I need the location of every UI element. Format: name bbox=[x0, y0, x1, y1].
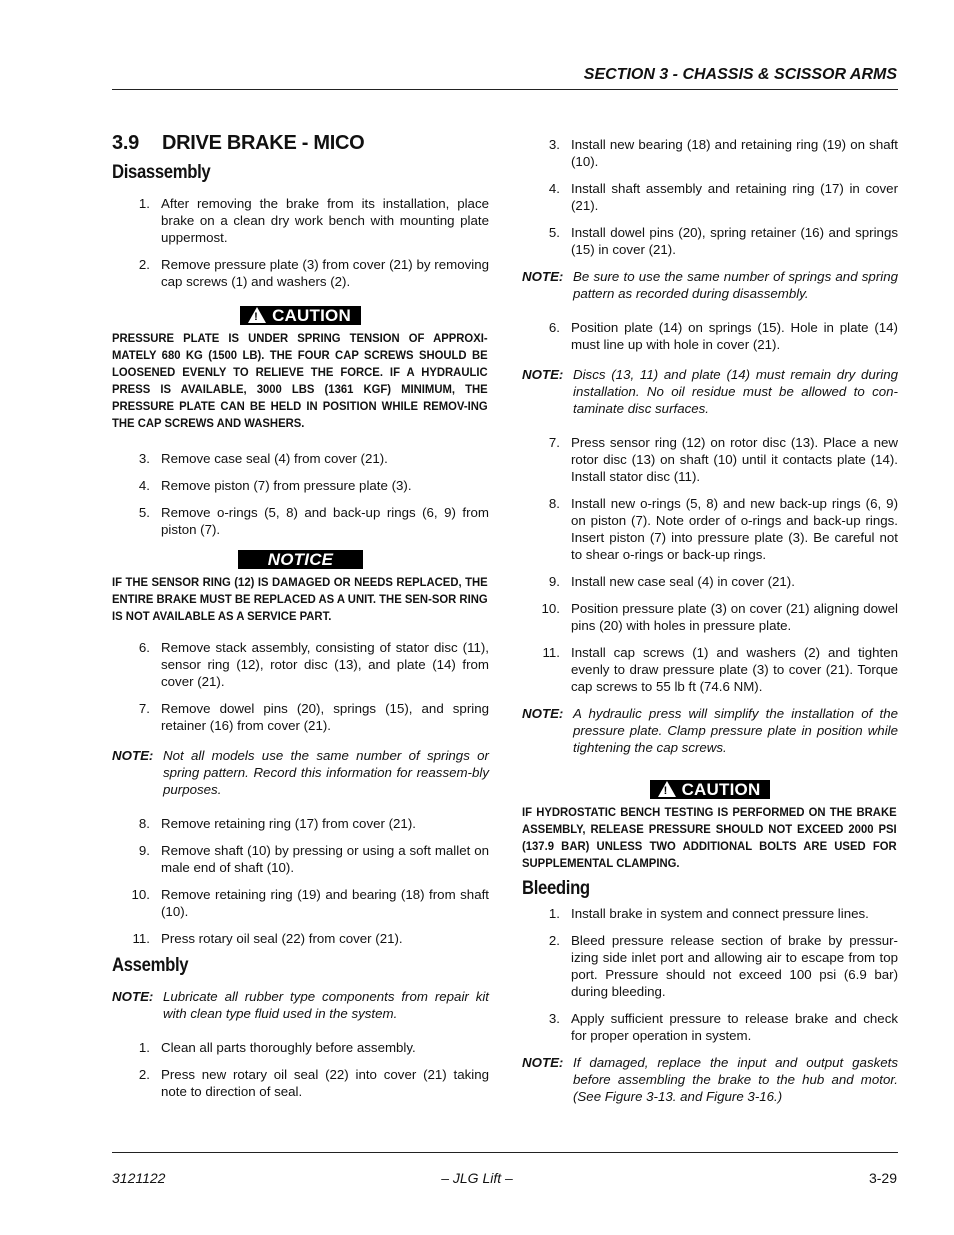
step-number: 4. bbox=[548, 181, 560, 196]
note bbox=[522, 268, 898, 302]
step-number: 6. bbox=[138, 640, 150, 655]
step-text: Install new bearing (18) and retaining ring (19) on shaft (10). bbox=[571, 137, 898, 169]
step-text: Install shaft assembly and retaining ring (17) in cover (21). bbox=[571, 181, 898, 213]
notice-label-wrap bbox=[112, 550, 489, 569]
section-number: 3.9 bbox=[112, 132, 139, 154]
list-item bbox=[112, 842, 489, 876]
note-text: Lubricate all rubber type components from repair kit with clean type fluid used in the system. bbox=[163, 989, 489, 1021]
step-text: Clean all parts thoroughly before assembly. bbox=[161, 1040, 416, 1055]
left-column bbox=[112, 130, 489, 1110]
note-text: Discs (13, 11) and plate (14) must remain dry during installation. No oil residue must be allowed to con-taminate disc surfaces. bbox=[573, 367, 898, 416]
step-number: 2. bbox=[138, 257, 150, 272]
list-item bbox=[112, 886, 489, 920]
step-number: 7. bbox=[548, 435, 560, 450]
step-number: 3. bbox=[548, 137, 560, 152]
list-item bbox=[112, 256, 489, 290]
list-item bbox=[112, 504, 489, 538]
step-number: 9. bbox=[138, 843, 150, 858]
step-number: 8. bbox=[548, 496, 560, 511]
step-text: Remove dowel pins (20), springs (15), and spring retainer (16) from cover (21). bbox=[161, 701, 489, 733]
step-text: Press rotary oil seal (22) from cover (21). bbox=[161, 931, 403, 946]
list-item bbox=[522, 573, 898, 590]
caution-text: IF HYDROSTATIC BENCH TESTING IS PERFORMED ON THE BRAKE ASSEMBLY, RELEASE PRESSURE SHOULD NOT EXCEED 2000 PSI (137.9 BAR) UNLESS TWO ADDITIONAL BOLTS ARE USED FOR SUPPLEMENTAL CLAMPING. bbox=[522, 805, 897, 870]
list-item bbox=[522, 136, 898, 170]
list-item bbox=[522, 644, 898, 695]
document-number: 3121122 bbox=[112, 1170, 166, 1186]
caution-badge bbox=[240, 306, 361, 325]
list-item bbox=[522, 495, 898, 563]
bleeding-heading: Bleeding bbox=[522, 878, 590, 899]
step-number: 5. bbox=[138, 505, 150, 520]
note-label: NOTE: bbox=[522, 1055, 564, 1070]
list-item bbox=[112, 1066, 489, 1100]
list-item bbox=[112, 195, 489, 246]
note-label: NOTE: bbox=[112, 748, 154, 763]
list-item bbox=[522, 905, 898, 922]
list-item bbox=[112, 815, 489, 832]
notice-badge: NOTICE bbox=[238, 550, 363, 569]
page-number: 3-29 bbox=[868, 1170, 897, 1186]
footer-divider bbox=[112, 1152, 898, 1153]
step-text: Remove shaft (10) by pressing or using a soft mallet on male end of shaft (10). bbox=[161, 843, 489, 875]
list-item bbox=[522, 932, 898, 1000]
header-divider bbox=[112, 89, 898, 90]
list-item bbox=[522, 319, 898, 353]
caution-badge bbox=[650, 780, 771, 799]
step-text: Position pressure plate (3) on cover (21) aligning dowel pins (20) with holes in pressure plate. bbox=[571, 601, 898, 633]
caution-label-wrap bbox=[112, 306, 489, 325]
step-text: Remove retaining ring (19) and bearing (18) from shaft (10). bbox=[161, 887, 489, 919]
caution-label: CAUTION bbox=[272, 306, 351, 325]
list-item bbox=[522, 224, 898, 258]
step-number: 10. bbox=[541, 601, 560, 616]
note-text: Be sure to use the same number of springs and spring pattern as recorded during disassembly. bbox=[573, 269, 898, 301]
step-text: Apply sufficient pressure to release brake and check for proper operation in system. bbox=[571, 1011, 898, 1043]
step-number: 1. bbox=[138, 196, 150, 211]
note-text: Not all models use the same number of springs or spring pattern. Record this information for reassem-bly purposes. bbox=[163, 748, 489, 797]
step-text: Press sensor ring (12) on rotor disc (13). Place a new rotor disc (13) on shaft (10) until it contacts plate (14). Install stator disc (11). bbox=[571, 435, 898, 484]
list-item bbox=[522, 434, 898, 485]
list-item bbox=[112, 450, 489, 467]
note bbox=[522, 705, 898, 756]
list-item bbox=[112, 639, 489, 690]
step-text: Remove o-rings (5, 8) and back-up rings (6, 9) from piston (7). bbox=[161, 505, 489, 537]
disassembly-heading: Disassembly bbox=[112, 162, 211, 183]
step-number: 2. bbox=[548, 933, 560, 948]
note bbox=[522, 1054, 898, 1105]
step-number: 1. bbox=[138, 1040, 150, 1055]
step-number: 1. bbox=[548, 906, 560, 921]
section-name: DRIVE BRAKE - MICO bbox=[162, 132, 365, 154]
note-text: A hydraulic press will simplify the installation of the pressure plate. Clamp pressure plate in position while tightening the cap screws. bbox=[573, 706, 898, 755]
caution-label: CAUTION bbox=[681, 780, 761, 799]
step-number: 7. bbox=[138, 701, 150, 716]
step-text: Install dowel pins (20), spring retainer (16) and springs (15) in cover (21). bbox=[571, 225, 898, 257]
warning-triangle-icon bbox=[658, 781, 676, 797]
step-text: After removing the brake from its installation, place brake on a clean dry work bench with mounting plate uppermost. bbox=[161, 196, 489, 245]
note bbox=[112, 988, 489, 1022]
right-column bbox=[522, 136, 898, 1122]
step-text: Remove pressure plate (3) from cover (21) by removing cap screws (1) and washers (2). bbox=[161, 257, 489, 289]
list-item bbox=[112, 1039, 489, 1056]
step-text: Remove piston (7) from pressure plate (3). bbox=[161, 478, 412, 493]
note-label: NOTE: bbox=[522, 269, 564, 284]
publisher: – JLG Lift – bbox=[441, 1170, 513, 1186]
note-text: If damaged, replace the input and output gaskets before assembling the brake to the hub and motor. (See Figure 3-13. and Figure 3-16.) bbox=[573, 1055, 898, 1104]
section-title bbox=[112, 132, 489, 154]
running-header: SECTION 3 - CHASSIS & SCISSOR ARMS bbox=[583, 66, 897, 83]
step-number: 3. bbox=[138, 451, 150, 466]
note bbox=[112, 747, 489, 798]
step-text: Install brake in system and connect pressure lines. bbox=[571, 906, 869, 921]
step-number: 8. bbox=[138, 816, 150, 831]
step-number: 6. bbox=[548, 320, 560, 335]
step-text: Press new rotary oil seal (22) into cover (21) taking note to direction of seal. bbox=[161, 1067, 489, 1099]
note-label: NOTE: bbox=[112, 989, 154, 1004]
step-text: Position plate (14) on springs (15). Hole in plate (14) must line up with hole in cover (21). bbox=[571, 320, 898, 352]
step-number: 11. bbox=[542, 645, 560, 660]
notice-text: IF THE SENSOR RING (12) IS DAMAGED OR NEEDS REPLACED, THE ENTIRE BRAKE MUST BE REPLACED AS A UNIT. THE SEN-SOR RING IS NOT AVAILABLE AS A SERVICE PART. bbox=[112, 575, 488, 623]
caution-label-wrap bbox=[522, 780, 898, 799]
list-item bbox=[522, 180, 898, 214]
assembly-heading: Assembly bbox=[112, 955, 189, 976]
step-text: Remove retaining ring (17) from cover (21). bbox=[161, 816, 416, 831]
note-label: NOTE: bbox=[522, 367, 564, 382]
list-item bbox=[112, 477, 489, 494]
list-item bbox=[522, 1010, 898, 1044]
note bbox=[522, 366, 898, 417]
step-number: 5. bbox=[548, 225, 560, 240]
step-text: Install new case seal (4) in cover (21). bbox=[571, 574, 795, 589]
step-number: 2. bbox=[138, 1067, 150, 1082]
step-number: 9. bbox=[548, 574, 560, 589]
step-number: 10. bbox=[131, 887, 150, 902]
step-number: 3. bbox=[548, 1011, 560, 1026]
step-text: Bleed pressure release section of brake by pressur-izing side inlet port and allowing air to escape from top port. Pressure should not exceed 100 psi (6.9 bar) during bleeding. bbox=[571, 933, 898, 999]
list-item bbox=[522, 600, 898, 634]
list-item bbox=[112, 700, 489, 734]
step-text: Remove stack assembly, consisting of stator disc (11), sensor ring (12), rotor disc (13), and plate (14) from cover (21). bbox=[161, 640, 489, 689]
warning-triangle-icon bbox=[248, 307, 266, 323]
list-item bbox=[112, 930, 489, 947]
step-text: Install cap screws (1) and washers (2) and tighten evenly to draw pressure plate (3) to cover (21). Torque cap screws to 55 lb ft (74.6 NM). bbox=[571, 645, 898, 694]
step-text: Remove case seal (4) from cover (21). bbox=[161, 451, 388, 466]
step-number: 11. bbox=[132, 931, 150, 946]
note-label: NOTE: bbox=[522, 706, 564, 721]
step-text: Install new o-rings (5, 8) and new back-up rings (6, 9) on piston (7). Note order of o-rings and back-up rings. Insert piston (7) into pressure plate (3). Be careful not to shear o-rings or back-up rings. bbox=[571, 496, 898, 562]
step-number: 4. bbox=[138, 478, 150, 493]
caution-text: PRESSURE PLATE IS UNDER SPRING TENSION OF APPROXI-MATELY 680 KG (1500 LB). THE FOUR CAP SCREWS SHOULD BE LOOSENED EVENLY TO RELIEVE THE FORCE. IF A HYDRAULIC PRESS IS AVAILABLE, 3000 LBS (1361 KGF) MINIMUM, THE PRESSURE PLATE CAN BE HELD IN POSITION WHILE REMOV-ING THE CAP SCREWS AND WASHERS. bbox=[112, 331, 488, 430]
